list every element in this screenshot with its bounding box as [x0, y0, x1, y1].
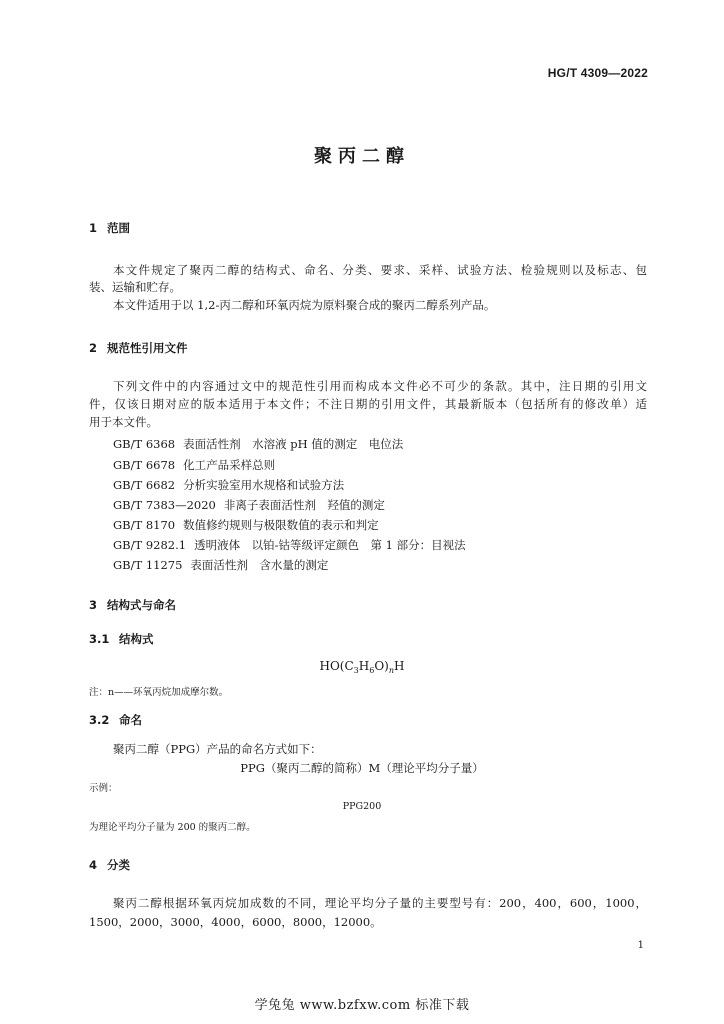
formula-note: 注：n——环氧丙烷加成摩尔数。: [89, 687, 229, 698]
page-number: 1: [637, 940, 644, 951]
reference-code: GB/T 7383—2020: [113, 498, 216, 512]
reference-item: [113, 497, 385, 513]
reference-title: 透明液体 以铂-钴等级评定颜色 第 1 部分：目视法: [194, 538, 466, 552]
naming-format: PPG（聚丙二醇的简称）M（理论平均分子量）: [240, 761, 484, 775]
reference-item: [113, 436, 403, 452]
section-2-paragraph-line-3: 用于本文件。: [89, 415, 158, 429]
section-2-paragraph-line-2: 件，仅该日期对应的版本适用于本文件；不注日期的引用文件，其最新版本（包括所有的修改单）适: [89, 397, 647, 411]
subsection-number: 3.2: [89, 713, 110, 727]
section-title: 范围: [107, 221, 130, 235]
section-number: 3: [89, 598, 98, 612]
section-2-paragraph-line-1: 下列文件中的内容通过文中的规范性引用而构成本文件必不可少的条款。其中，注日期的引用文: [113, 379, 647, 393]
reference-title: 表面活性剂 水溶液 pH 值的测定 电位法: [183, 437, 404, 451]
subsection-title: 结构式: [119, 632, 154, 646]
reference-item: [113, 457, 275, 473]
section-1-paragraph-1-line-2: 装、运输和贮存。: [89, 280, 181, 294]
section-number: 1: [89, 221, 98, 235]
reference-title: 表面活性剂 含水量的测定: [190, 558, 329, 572]
reference-item: [113, 557, 328, 573]
example-value: PPG200: [342, 801, 382, 812]
section-3-heading: [89, 597, 176, 613]
formula-part: HO(C: [319, 659, 354, 673]
section-title: 结构式与命名: [107, 598, 176, 612]
subsection-number: 3.1: [89, 632, 110, 646]
reference-item: [113, 537, 466, 553]
reference-code: GB/T 8170: [113, 518, 176, 532]
section-4-heading: [89, 857, 130, 873]
reference-title: 分析实验室用水规格和试验方法: [183, 478, 345, 492]
section-3-1-heading: [89, 631, 154, 647]
reference-title: 非离子表面活性剂 羟值的测定: [223, 498, 385, 512]
example-label: 示例：: [89, 783, 118, 794]
section-4-paragraph-line-2: 1500，2000，3000，4000，6000，8000，12000。: [89, 915, 382, 929]
reference-title: 化工产品采样总则: [183, 458, 276, 472]
naming-intro: 聚丙二醇（PPG）产品的命名方式如下：: [113, 742, 322, 756]
subsection-title: 命名: [119, 713, 142, 727]
example-description: 为理论平均分子量为 200 的聚丙二醇。: [89, 822, 256, 833]
document-title: 聚丙二醇: [314, 146, 410, 167]
section-2-heading: [89, 340, 188, 356]
reference-code: GB/T 6682: [113, 478, 176, 492]
structural-formula: [0, 659, 724, 675]
section-1-heading: [89, 220, 130, 236]
section-number: 2: [89, 341, 98, 355]
reference-code: GB/T 6368: [113, 437, 176, 451]
reference-item: [113, 477, 344, 493]
section-4-paragraph-line-1: 聚丙二醇根据环氧丙烷加成数的不同，理论平均分子量的主要型号有：200，400，600，1000，: [113, 896, 647, 910]
reference-code: GB/T 6678: [113, 458, 176, 472]
formula-subscript: 3: [353, 666, 359, 675]
section-1-paragraph-1-line-1: 本文件规定了聚丙二醇的结构式、命名、分类、要求、采样、试验方法、检验规则以及标志、包: [113, 263, 647, 277]
formula-subscript: 6: [369, 666, 375, 675]
reference-item: [113, 517, 379, 533]
formula-part: H: [358, 659, 370, 673]
standard-code: HG/T 4309—2022: [547, 66, 648, 80]
section-number: 4: [89, 858, 98, 872]
reference-title: 数值修约规则与极限数值的表示和判定: [183, 518, 379, 532]
section-1-paragraph-2: 本文件适用于以 1,2-丙二醇和环氧丙烷为原料聚合成的聚丙二醇系列产品。: [113, 298, 496, 312]
section-3-2-heading: [89, 712, 142, 728]
reference-code: GB/T 11275: [113, 558, 183, 572]
formula-part: H: [394, 659, 405, 673]
reference-code: GB/T 9282.1: [113, 538, 187, 552]
section-title: 分类: [107, 858, 130, 872]
formula-subscript: n: [388, 666, 395, 675]
section-title: 规范性引用文件: [107, 341, 188, 355]
footer-watermark: 学兔兔 www.bzfxw.com 标准下载: [254, 998, 470, 1013]
formula-part: O): [374, 659, 389, 673]
